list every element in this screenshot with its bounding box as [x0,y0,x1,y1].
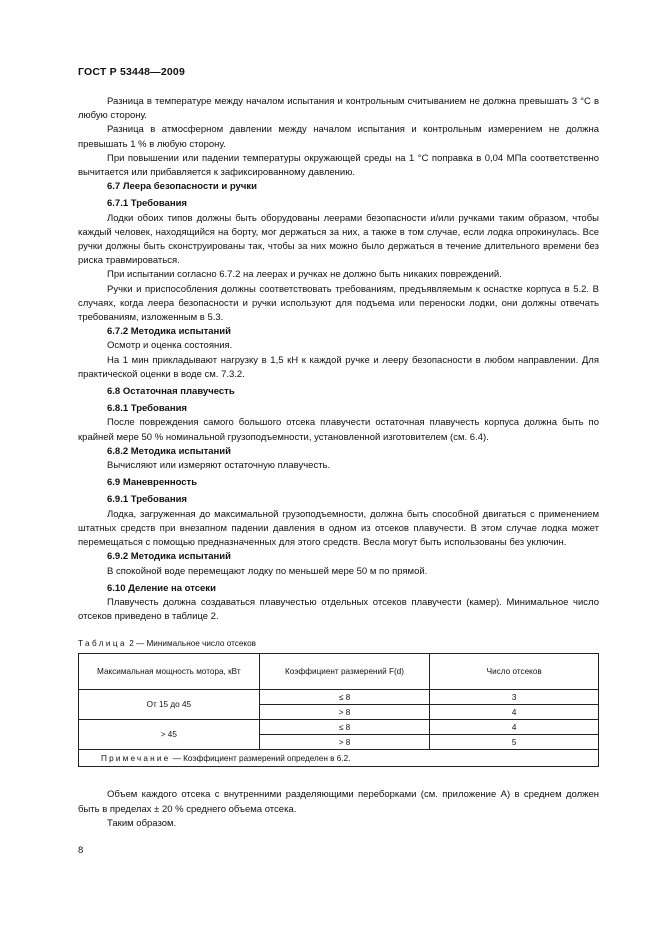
section-heading-6-10: 6.10 Деление на отсеки [107,582,216,594]
table-cell-count: 4 [430,720,599,735]
section-heading-6-9: 6.9 Маневренность [107,477,198,489]
table-note [79,750,599,767]
paragraph: Разница в атмосферном давлении между началом испытания и контрольным измерением не должна превышать 1 % в любую сторону. [78,124,599,150]
subsection-heading-6-7-1: 6.7.1 Требования [107,198,187,210]
page-header: ГОСТ Р 53448—2009 [78,66,186,78]
paragraph: Таким образом. [107,817,177,829]
subsection-heading-6-7-2: 6.7.2 Методика испытаний [107,326,231,338]
section-heading-6-8: 6.8 Остаточная плавучесть [107,386,235,398]
page-content [78,95,599,831]
table-row [79,720,599,735]
paragraph: При испытании согласно 6.7.2 на леерах и ручках не должно быть никаких повреждений. [107,269,502,281]
table-header-row [79,654,599,690]
table-cell-count: 5 [430,735,599,750]
paragraph: Лодки обоих типов должны быть оборудованы леерами безопасности и/или ручками таким образом, чтобы каждый человек, находящийся на борту, мог держаться за них, а также в том случае, если лодка опрокинулась. Все ручки должны быть сконструированы так, чтобы за них можно было держаться в течение длительного времени без риска травмироваться. [78,212,599,267]
table-cell-count: 3 [430,690,599,705]
table-note-row [79,750,599,767]
paragraph: Плавучесть должна создаваться плавучестью отдельных отсеков плавучести (камер). Минимальное число отсеков приведено в таблице 2. [78,596,599,623]
table-caption-text: 2 — Минимальное число отсеков [129,639,256,649]
subsection-heading-6-8-1: 6.8.1 Требования [107,403,187,415]
paragraph: Осмотр и оценка состояния. [107,340,233,352]
table-cell-coef: > 8 [259,735,430,750]
paragraph: Объем каждого отсека с внутренними разделяющими переборками (см. приложение А) в среднем должен быть в пределах ± 20 % среднего объема отсека. [78,789,599,815]
paragraph: Ручки и приспособления должны соответствовать требованиям, предъявляемым к оснастке корпуса в 5.2. В случаях, когда леера безопасности и ручки используют для подъема или переноски лодки, они должны отвечать требованиям, изложенным в 5.3. [78,283,599,324]
section-heading-6-7: 6.7 Леера безопасности и ручки [107,181,257,193]
paragraph: Разница в температуре между началом испытания и контрольным считыванием не должна превышать 3 °С в любую сторону. [78,96,599,122]
table-note-text: — Коэффициент размерений определен в 6.2. [170,753,351,763]
table-header-cell: Максимальная мощность мотора, кВт [79,654,260,690]
paragraph: Лодка, загруженная до максимальной грузоподъемности, должна быть способной двигаться с применением штатных средств при внезапном падении давления в одном из отсеков плавучести. В этом случае лодка может перемещаться с помощью предназначенных для этого средств. Весла могут быть использованы без уключин. [78,508,599,549]
subsection-heading-6-9-2: 6.9.2 Методика испытаний [107,551,231,563]
table-caption [78,638,599,650]
table-caption-label: Таблица [78,639,127,649]
table-cell-coef: ≤ 8 [259,690,430,705]
paragraph: При повышении или падении температуры окружающей среды на 1 °С поправка в 0,04 МПа соответственно вычитается или прибавляется к зафиксированному давлению. [78,152,599,179]
paragraph: В спокойной воде перемещают лодку по меньшей мере 50 м по прямой. [107,565,428,577]
table-row [79,690,599,705]
subsection-heading-6-8-2: 6.8.2 Методика испытаний [107,445,231,457]
paragraph: На 1 мин прикладывают нагрузку в 1,5 кН к каждой ручке и леeру безопасности в любом направлении. Для практической оценки в воде см. 7.3.2. [78,354,599,380]
table-cell-power: > 45 [79,720,260,750]
table-header-cell: Коэффициент размерений F(d) [259,654,430,690]
table-cell-count: 4 [430,705,599,720]
table-cell-power: От 15 до 45 [79,690,260,720]
paragraph: После повреждения самого большого отсека плавучести остаточная плавучесть корпуса должна быть по крайней мере 50 % номинальной грузоподъемности, установленной изготовителем (см. 6.4). [78,417,599,443]
table-header-cell: Число отсеков [430,654,599,690]
paragraph: Вычисляют или измеряют остаточную плавучесть. [107,460,331,472]
subsection-heading-6-9-1: 6.9.1 Требования [107,494,187,506]
table-cell-coef: ≤ 8 [259,720,430,735]
page-number: 8 [78,845,84,856]
table-cell-coef: > 8 [259,705,430,720]
table-note-label: Примечание [101,753,171,763]
compartments-table [78,653,599,767]
